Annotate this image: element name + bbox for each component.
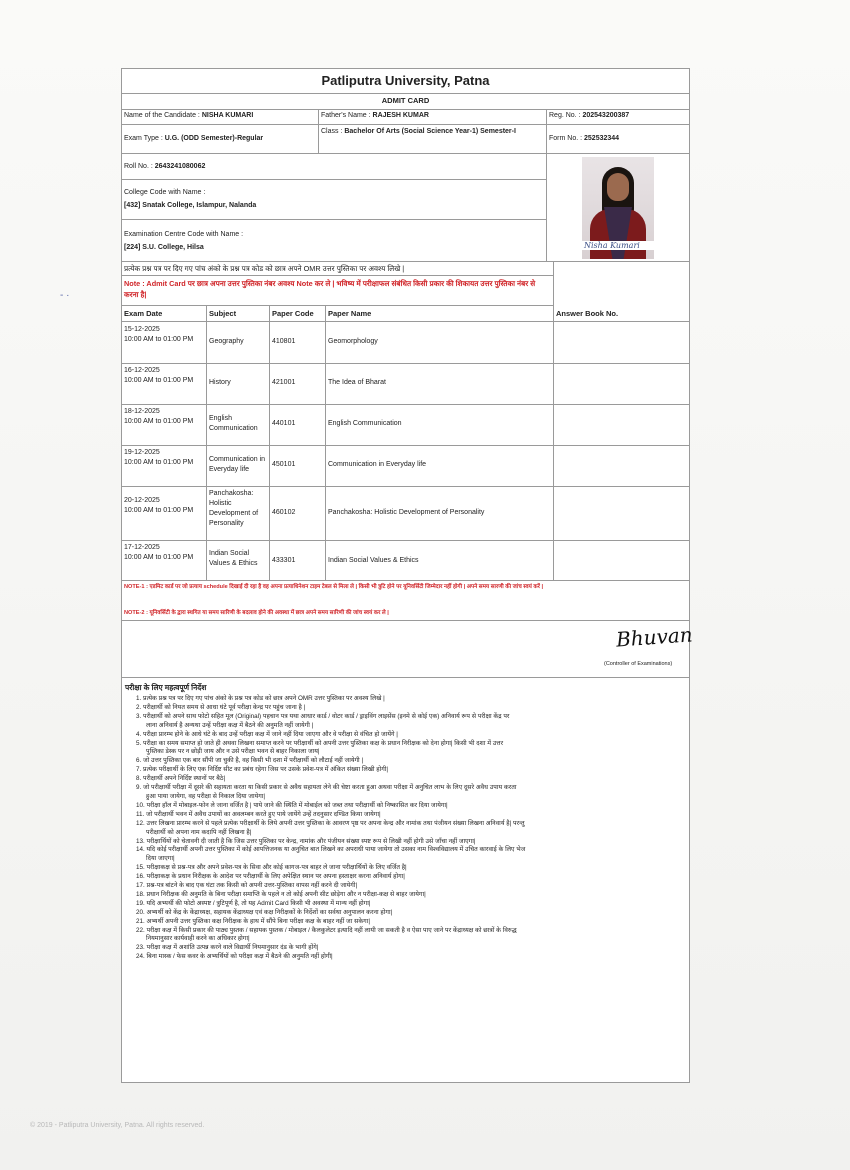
form-no: 252532344 bbox=[584, 135, 620, 142]
guideline-item: 4. परीक्षा प्रारम्भ होने के आधे घंटे के बाद उन्हें परीक्षा कक्ष में जाने नहीं दिया जाएगा और वे परीक्षा से वंचित हो जायेंगे | bbox=[136, 730, 398, 738]
table-row: 17-12-2025 10:00 AM to 01:00 PM bbox=[124, 544, 194, 561]
table-row: 16-12-2025 10:00 AM to 01:00 PM bbox=[124, 367, 194, 384]
row-subject: Indian Social Values & Ethics bbox=[209, 550, 258, 567]
class-cell: Class : Bachelor Of Arts (Social Science Year-1) Semester-I bbox=[319, 125, 547, 154]
father-name: RAJESH KUMAR bbox=[372, 112, 429, 119]
controller-title: (Controller of Examinations) bbox=[604, 661, 673, 667]
row-subject: Communication in Everyday life bbox=[209, 456, 266, 473]
guideline-item: 2. परीक्षार्थी को नियत समय से आधा घंटे पूर्व परीक्षा केन्द्र पर पहुंच जाना है | bbox=[136, 703, 306, 711]
th-paper-code: Paper Code bbox=[272, 309, 314, 318]
candidate-name: NISHA KUMARI bbox=[201, 112, 254, 119]
guideline-item: 15. परीक्षाकक्ष से प्रश्न-पत्र और अपने प्रवेश-पत्र के सिवा और कोई कागज-पत्र बाहर ले जाना परीक्षार्थियों के लिए वर्जित है| bbox=[136, 864, 407, 872]
college-name: [432] Snatak College, Islampur, Nalanda bbox=[124, 202, 257, 209]
omr-instruction: प्रत्येक प्रश्न पत्र पर दिए गए पांच अंको के प्रश्न पत्र कोड को छात्र अपने OMR उत्तर पुस्तिका पर अवश्य लिखे | bbox=[122, 262, 554, 276]
guideline-item: 23. परीक्षा कक्ष में अशांति उत्पन्न करने वाले विद्यार्थी नियमानुसार दंड के भागी होंगे| bbox=[136, 944, 319, 952]
table-row: 15-12-2025 10:00 AM to 01:00 PM bbox=[124, 326, 194, 343]
row-paper-name: The Idea of Bharat bbox=[328, 379, 386, 386]
row-paper-name: English Communication bbox=[328, 420, 402, 427]
guideline-item: 11. जो परीक्षार्थी भवन में अवैध उपायों का अवलम्बन करते हुए पाये जायेंगे उन्हें तदनुसार दण्डित किया जायेगा| bbox=[136, 810, 381, 818]
guideline-item: 5. परीक्षा का समय समाप्त हो जाते ही अथवा लिखना समाप्त करने पर परीक्षार्थी को अपनी उत्तर पुस्तिका कक्ष के प्रधान निरीक्षक को देना होगा| किसी भी दशा में उत्तर bbox=[136, 739, 504, 747]
exam-type-cell: Exam Type : U.G. (ODD Semester)-Regular bbox=[122, 125, 319, 154]
schedule-note-1: NOTE-1 : एडमिट कार्ड पर जो प्रत्याय schedule दिखाई दी रहा है वह अपना प्रत्याधिनेशन टाइम टेबल से मिला ले | किसी भी त्रुटि होने पर यूनिवर्सिटी जिम्मेदार नहीं होगी | अपने समय सारणी की जांच स्वयं करें | bbox=[124, 584, 544, 590]
exam-type: U.G. (ODD Semester)-Regular bbox=[164, 135, 264, 142]
form-no-cell: Form No. : 252532344 bbox=[547, 125, 689, 154]
table-row: 19-12-2025 10:00 AM to 01:00 PM bbox=[124, 449, 194, 466]
guideline-item: 8. परीक्षार्थी अपने निर्दिष्ट स्थानों पर बैठे| bbox=[136, 775, 226, 783]
guideline-item: दिया जाएगा| bbox=[146, 855, 175, 863]
schedule-note-2: NOTE-2 : यूनिवर्सिटी के द्वारा स्थगित या समय सारिणी के बदलाव होने की अवस्था में छात्र अपने समय सारिणी की जांच स्वयं कर ले | bbox=[124, 610, 389, 616]
candidate-signature: Nisha Kumari bbox=[582, 241, 660, 250]
reg-no-cell: Reg. No. : 202543200387 bbox=[547, 109, 689, 125]
row-subject: Panchakosha: Holistic Development of Personality bbox=[209, 490, 259, 527]
guideline-item: पुस्तिका डेस्क पर न छोड़ी जाय और न उसे परीक्षा भवन से बाहर निकाला जाय| bbox=[146, 748, 320, 756]
row-subject: English Communication bbox=[209, 415, 258, 432]
row-paper-name: Panchakosha: Holistic Development of Personality bbox=[328, 509, 485, 516]
class-name: Bachelor Of Arts (Social Science Year-1) Semester-I bbox=[344, 128, 516, 135]
scan-mark: - · bbox=[60, 290, 70, 301]
guideline-item: नियमानुसार कार्यवाही करने का अधिकार होगा| bbox=[146, 935, 250, 943]
guideline-item: 13. परीक्षार्थियों को चेतावनी दी जाती है कि जिस उत्तर पुस्तिका पर केन्द्र, नामांक और पंजीयन संख्या स्पष्ट रूप से लिखी नहीं होगी उसे जाँचा नहीं जाएगा| bbox=[136, 837, 476, 845]
centre-cell: Examination Centre Code with Name : [224] S.U. College, Hilsa bbox=[122, 220, 547, 262]
guideline-item: 20. अभ्यर्थी को केंद्र के केंद्राध्यक्ष, सहायक केंद्राध्यक्ष एवं कक्ष निरीक्षकों के निर्देशों का सर्वथा अनुपालन करना होगा| bbox=[136, 908, 393, 916]
controller-signature: Bhuvan bbox=[615, 622, 694, 652]
guideline-item: 16. परीक्षाकक्ष के प्रधान निरीक्षक के आदेश पर परीक्षार्थी के लिए अपेक्षित स्थान पर अपना हस्ताक्षर करना अनिवार्य होगा| bbox=[136, 873, 405, 881]
guideline-item: 24. बिना मास्क / फेस कवर के अभ्यर्थियों को परीक्षा कक्ष में बैठने की अनुमति नहीं होगी| bbox=[136, 953, 333, 961]
guideline-item: परीक्षार्थी को अपना नाम कदापि नहीं लिखना है| bbox=[146, 828, 252, 836]
university-title: Patliputra University, Patna bbox=[122, 69, 689, 94]
guideline-item: हुआ पाया जायेगा, वह परीक्षा से निकाल दिया जायेगा| bbox=[146, 792, 266, 800]
row-paper-code: 433301 bbox=[272, 557, 296, 564]
guideline-item: 12. उत्तर लिखना प्रारम्भ करने से पहले प्रत्येक परीक्षार्थी के लिये अपनी उत्तर पुस्तिका के आवरण पृष्ठ पर अपना केन्द्र और नामांक तथा पंजीयन संख्या लिखना अनिवार्य है| परन्तु bbox=[136, 819, 525, 827]
roll-no: 2643241080062 bbox=[154, 163, 206, 170]
row-subject: Geography bbox=[209, 338, 244, 345]
row-paper-name: Geomorphology bbox=[328, 338, 378, 345]
table-row: 20-12-2025 10:00 AM to 01:00 PM bbox=[124, 497, 194, 514]
guideline-item: 9. जो परीक्षार्थी परीक्षा में दूसरे की सहायता करता या किसी प्रकार से अवैध सहायता लेने की चेष्टा करता हुआ अथवा परीक्षा में अनुचित लाभ के लिए दूसरे अवैध उपाय करता bbox=[136, 784, 517, 792]
guidelines-list bbox=[136, 695, 686, 962]
guideline-item: लाना अनिवार्य है अन्यथा उन्हें परीक्षा कक्ष में बैठने की अनुमति नहीं जायेगी | bbox=[146, 721, 314, 729]
admit-card-title: ADMIT CARD bbox=[122, 93, 689, 110]
th-answer-book: Answer Book No. bbox=[556, 309, 619, 318]
row-paper-code: 440101 bbox=[272, 420, 296, 427]
centre-name: [224] S.U. College, Hilsa bbox=[124, 244, 204, 251]
footer-copyright: © 2019 - Patliputra University, Patna. All rights reserved. bbox=[30, 1122, 205, 1129]
answer-book-note: Note : Admit Card पर छात्र अपना उत्तर पुस्तिका नंबर अवश्य Note कर ले | भविष्य में परीक्षाफल संबंधित किसी प्रकार की शिकायत उत्तर पुस्तिका नंबर से करना है| bbox=[122, 276, 554, 306]
th-subject: Subject bbox=[209, 309, 237, 318]
guideline-item: 3. परीक्षार्थी को अपने साथ फोटो सहित मूल (Original) पहचान पत्र यथा आधार कार्ड / वोटर कार्ड / ड्राइविंग लाइसेंस (इनमे से कोई एक) अनिवार्य रूप से परीक्षा केंद्र पर bbox=[136, 712, 510, 720]
row-paper-code: 421001 bbox=[272, 379, 296, 386]
guideline-item: 7. प्रत्येक परीक्षार्थी के लिए एक निर्दिष्ट सीट का प्रबंध रहेगा जिस पर उसके प्रवेश-पत्र में अंकित संख्या लिखी होगी| bbox=[136, 766, 389, 774]
row-paper-name: Indian Social Values & Ethics bbox=[328, 557, 419, 564]
guideline-item: 22. परीक्षा कक्ष में किसी प्रकार की पाठ्य पुस्तक / सहायक पुस्तक / मोबाइल / कैलकुलेटर इत्यादि नहीं लायी जा सकती है व ऐसा पाए जाने पर केंद्राध्यक्ष को छात्रों के विरुद्ध bbox=[136, 926, 517, 934]
th-paper-name: Paper Name bbox=[328, 309, 372, 318]
admit-card-sheet bbox=[121, 68, 694, 1083]
guideline-item: 21. अभ्यर्थी अपनी उत्तर पुस्तिका कक्ष निरीक्षक के हाथ में सौंपे बिना परीक्षा कक्ष के बाहर नहीं जा सकेगा| bbox=[136, 917, 370, 925]
guideline-item: 6. जो उत्तर पुस्तिका एक बार सौंपी जा चुकी है, वह किसी भी दशा में परीक्षार्थी को लौटाई नहीं जायेगी | bbox=[136, 757, 364, 765]
reg-no: 202543200387 bbox=[582, 112, 630, 119]
table-row: 18-12-2025 10:00 AM to 01:00 PM bbox=[124, 408, 194, 425]
guideline-item: 10. परीक्षा हॉल में मोबाइल-फोन ले जाना वर्जित है | पाये जाने की स्थिति में मोबाईल को जब्त तथा परीक्षार्थी को निष्कासित कर दिया जायेगा| bbox=[136, 801, 448, 809]
th-exam-date: Exam Date bbox=[124, 309, 163, 318]
guideline-item: 17. प्रश्न-पत्र बांटने के बाद एक घंटा तक किसी को अपनी उत्तर-पुस्तिका वापस नहीं करने दी जायेगी| bbox=[136, 882, 358, 890]
guideline-item: 14. यदि कोई परीक्षार्थी अपनी उत्तर पुस्तिका में कोई आपत्तिजनक या अनुचित बात लिखने का अपराधी पाया जायेगा तो उसका नाम विश्वविद्यालय में उचित कारवाई के लिए भेज bbox=[136, 846, 526, 854]
guideline-item: 1. प्रत्येक प्रश्न पत्र पर दिए गए पांच अंको के प्रश्न पत्र कोड को छात्र अपने OMR उत्तर पुस्तिका पर अवश्य लिखे | bbox=[136, 695, 385, 702]
row-paper-code: 460102 bbox=[272, 509, 296, 516]
guideline-item: 18. प्रधान निरीक्षक की अनुमति के बिना परीक्षा समाप्ति के पहले न तो कोई अपनी सीट छोड़ेगा और न परीक्षा-कक्ष से बाहर जायेगा| bbox=[136, 890, 426, 898]
guideline-item: 19. यदि अभ्यर्थी की फोटो अस्पष्ट / त्रुटिपूर्ण है, तो यह Admit Card किसी भी अवस्था में मान्य नहीं होगा| bbox=[136, 899, 371, 907]
row-paper-name: Communication in Everyday life bbox=[328, 461, 427, 468]
candidate-name-cell: Name of the Candidate : NISHA KUMARI bbox=[122, 109, 319, 125]
roll-no-cell: Roll No. : 2643241080062 bbox=[122, 154, 547, 180]
father-name-cell: Father's Name : RAJESH KUMAR bbox=[319, 109, 547, 125]
row-paper-code: 450101 bbox=[272, 461, 296, 468]
college-cell: College Code with Name : [432] Snatak College, Islampur, Nalanda bbox=[122, 180, 547, 220]
row-subject: History bbox=[209, 379, 231, 386]
row-paper-code: 410801 bbox=[272, 338, 296, 345]
guidelines-title: परीक्षा के लिए महत्वपूर्ण निर्देश bbox=[125, 683, 207, 692]
